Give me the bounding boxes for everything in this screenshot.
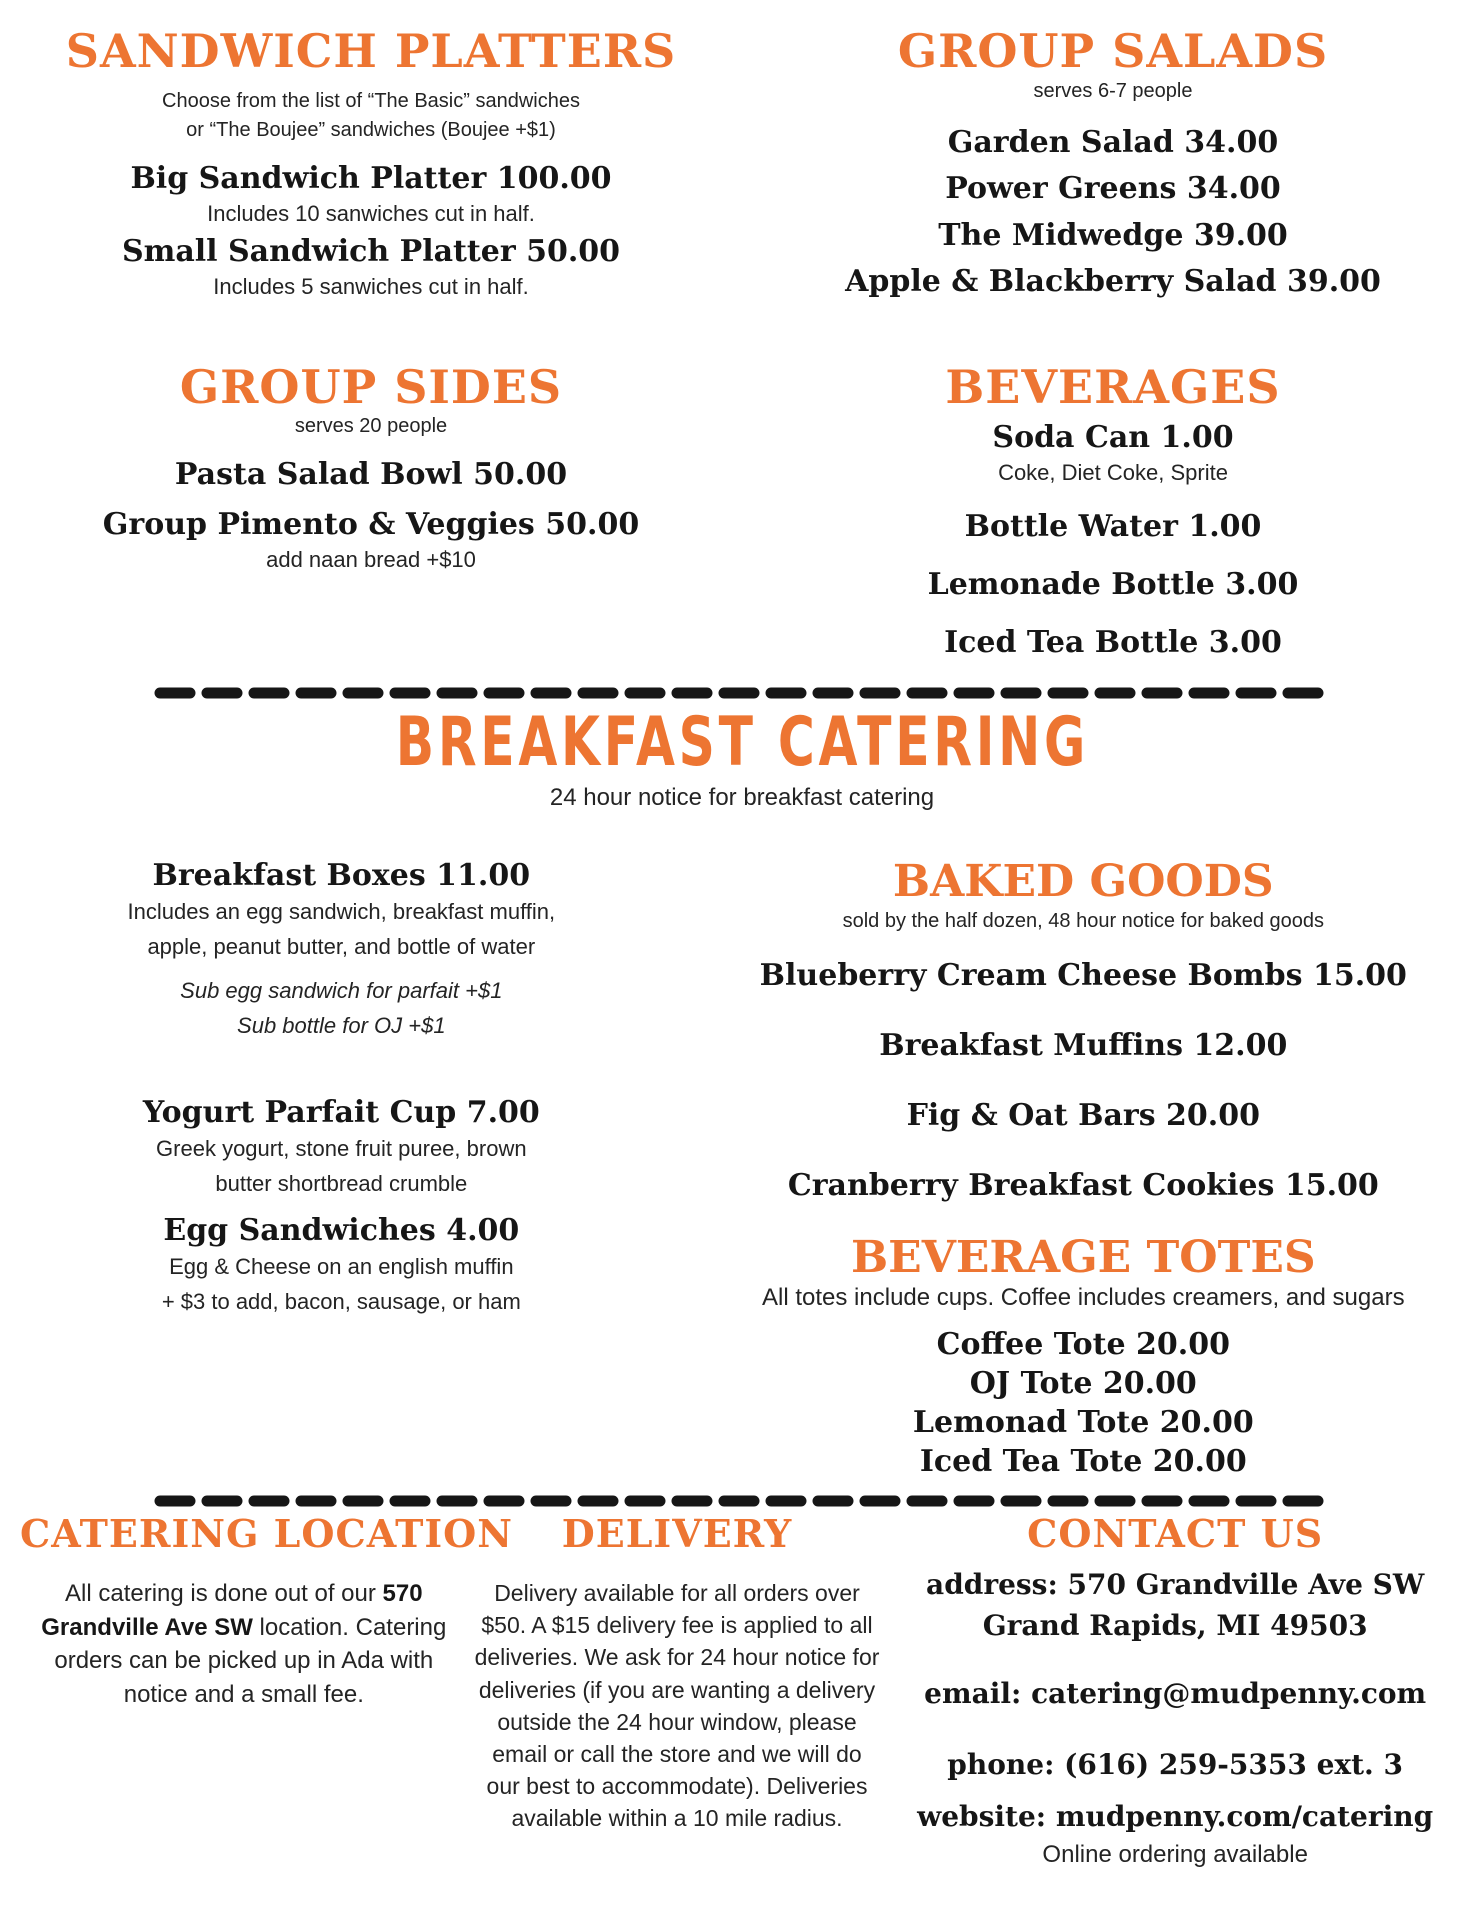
beverage-totes-title: BEVERAGE TOTES bbox=[850, 1231, 1316, 1283]
section-sandwich-platters bbox=[0, 26, 742, 306]
section-breakfast-items bbox=[0, 858, 683, 1481]
menu-item-name: Yogurt Parfait Cup 7.00 bbox=[142, 1094, 540, 1130]
second-row bbox=[0, 359, 1484, 662]
menu-item-name: Blueberry Cream Cheese Bombs 15.00 bbox=[759, 957, 1407, 993]
baked-goods-subtitle: sold by the half dozen, 48 hour notice for baked goods bbox=[842, 909, 1325, 932]
menu-item-desc bbox=[0, 1131, 683, 1201]
contact-address-line2: Grand Rapids, MI 49503 bbox=[982, 1608, 1368, 1642]
contact-online-note: Online ordering available bbox=[1042, 1840, 1308, 1868]
desc-line: apple, peanut butter, and bottle of water bbox=[147, 934, 536, 960]
menu-item-name: Iced Tea Bottle 3.00 bbox=[944, 625, 1282, 661]
group-sides-title: GROUP SIDES bbox=[179, 359, 563, 414]
sub-option-line: Sub bottle for OJ +$1 bbox=[237, 1012, 446, 1038]
sandwich-platters-desc-line2: or “The Boujee” sandwiches (Boujee +$1) bbox=[186, 118, 556, 141]
menu-item-sub-options bbox=[0, 973, 683, 1043]
menu-item-name: OJ Tote 20.00 bbox=[969, 1366, 1197, 1402]
baked-goods-title: BAKED GOODS bbox=[892, 856, 1274, 908]
group-salads-title: GROUP SALADS bbox=[897, 24, 1329, 78]
section-group-salads bbox=[742, 26, 1484, 306]
breakfast-catering-title: BREAKFAST CATERING bbox=[395, 703, 1089, 783]
sandwich-platters-desc-line1: Choose from the list of “The Basic” sandwiches bbox=[162, 89, 580, 112]
group-sides-subtitle: serves 20 people bbox=[294, 415, 448, 438]
menu-item-name: Small Sandwich Platter 50.00 bbox=[121, 233, 621, 269]
section-baked-goods bbox=[683, 858, 1484, 1481]
menu-item-name: Soda Can 1.00 bbox=[992, 420, 1234, 456]
body-text: All catering is done out of our bbox=[65, 1579, 383, 1607]
address-bold: 570 Grandville Ave SW bbox=[41, 1579, 423, 1641]
dashed-divider bbox=[0, 687, 1484, 699]
group-salads-list bbox=[742, 120, 1484, 306]
desc-line: Egg & Cheese on an english muffin bbox=[169, 1254, 514, 1280]
menu-item-name: Garden Salad 34.00 bbox=[947, 124, 1279, 160]
menu-item-desc: Includes 5 sanwiches cut in half. bbox=[213, 273, 529, 299]
body-text: location. Catering orders can be picked up in Ada with notice and a small fee. bbox=[54, 1613, 447, 1708]
menu-item-name: Pasta Salad Bowl 50.00 bbox=[174, 457, 568, 493]
contact-phone: phone: (616) 259-5353 ext. 3 bbox=[947, 1747, 1404, 1781]
menu-item-name: Iced Tea Tote 20.00 bbox=[919, 1444, 1247, 1480]
menu-item-desc bbox=[0, 1249, 683, 1319]
sub-option-line: Sub egg sandwich for parfait +$1 bbox=[180, 977, 503, 1003]
beverage-totes-subtitle: All totes include cups. Coffee includes creamers, and sugars bbox=[762, 1283, 1405, 1311]
desc-line: Includes an egg sandwich, breakfast muffin, bbox=[127, 899, 556, 925]
contact-us-title: CONTACT US bbox=[1027, 1511, 1324, 1557]
menu-item-name: Apple & Blackberry Salad 39.00 bbox=[845, 264, 1381, 300]
section-catering-location bbox=[20, 1511, 514, 1871]
menu-item-name: The Midwedge 39.00 bbox=[938, 217, 1288, 253]
menu-item-name: Breakfast Boxes 11.00 bbox=[152, 858, 531, 894]
group-salads-subtitle: serves 6-7 people bbox=[1033, 79, 1193, 102]
sandwich-platters-title: SANDWICH PLATTERS bbox=[65, 24, 677, 78]
menu-item-name: Breakfast Muffins 12.00 bbox=[879, 1027, 1288, 1063]
desc-line: Greek yogurt, stone fruit puree, brown bbox=[156, 1135, 527, 1161]
delivery-title: DELIVERY bbox=[561, 1511, 793, 1557]
section-delivery bbox=[468, 1513, 887, 1871]
breakfast-catering-subtitle: 24 hour notice for breakfast catering bbox=[549, 783, 935, 811]
menu-item-name: Fig & Oat Bars 20.00 bbox=[906, 1097, 1260, 1133]
breakfast-row bbox=[0, 858, 1484, 1481]
menu-item-desc: Coke, Diet Coke, Sprite bbox=[998, 460, 1228, 486]
menu-item-desc: add naan bread +$10 bbox=[266, 547, 476, 573]
top-row bbox=[0, 0, 1484, 306]
menu-item-name: Group Pimento & Veggies 50.00 bbox=[102, 507, 640, 543]
beverages-title: BEVERAGES bbox=[945, 359, 1281, 414]
menu-item-name: Egg Sandwiches 4.00 bbox=[163, 1213, 520, 1249]
menu-item-name: Lemonade Bottle 3.00 bbox=[927, 567, 1299, 603]
catering-location-body bbox=[20, 1577, 468, 1711]
section-beverages bbox=[742, 359, 1484, 662]
beverage-totes-list bbox=[683, 1325, 1484, 1481]
desc-line: + $3 to add, bacon, sausage, or ham bbox=[161, 1289, 521, 1315]
section-group-sides bbox=[0, 359, 742, 662]
menu-item-desc bbox=[0, 894, 683, 964]
menu-item-name: Big Sandwich Platter 100.00 bbox=[130, 160, 612, 196]
delivery-body: Delivery available for all orders over $50. A $15 delivery fee is applied to all deliveries. We ask for 24 hour notice for deliveries (if you are wanting a delivery outside the 24 hour window, please email or call the store and we will do our best to accommodate). Deliveries available within a 10 mile radius. bbox=[474, 1579, 880, 1832]
contact-email: email: catering@mudpenny.com bbox=[924, 1677, 1427, 1711]
catering-location-title: CATERING LOCATION bbox=[20, 1511, 514, 1557]
menu-item-desc: Includes 10 sanwiches cut in half. bbox=[207, 200, 535, 226]
menu-item-name: Cranberry Breakfast Cookies 15.00 bbox=[787, 1167, 1379, 1203]
bottom-row bbox=[0, 1513, 1484, 1871]
dashed-divider bbox=[0, 1495, 1484, 1507]
breakfast-catering-header bbox=[0, 703, 1484, 783]
menu-item-name: Bottle Water 1.00 bbox=[964, 509, 1262, 545]
menu-item-name: Lemonad Tote 20.00 bbox=[912, 1405, 1254, 1441]
menu-item-name: Coffee Tote 20.00 bbox=[936, 1327, 1230, 1363]
contact-website: website: mudpenny.com/catering bbox=[917, 1800, 1434, 1834]
section-contact-us bbox=[886, 1513, 1464, 1871]
menu-item-name: Power Greens 34.00 bbox=[945, 171, 1281, 207]
contact-address-line1: address: 570 Grandville Ave SW bbox=[926, 1567, 1425, 1601]
desc-line: butter shortbread crumble bbox=[215, 1171, 468, 1197]
